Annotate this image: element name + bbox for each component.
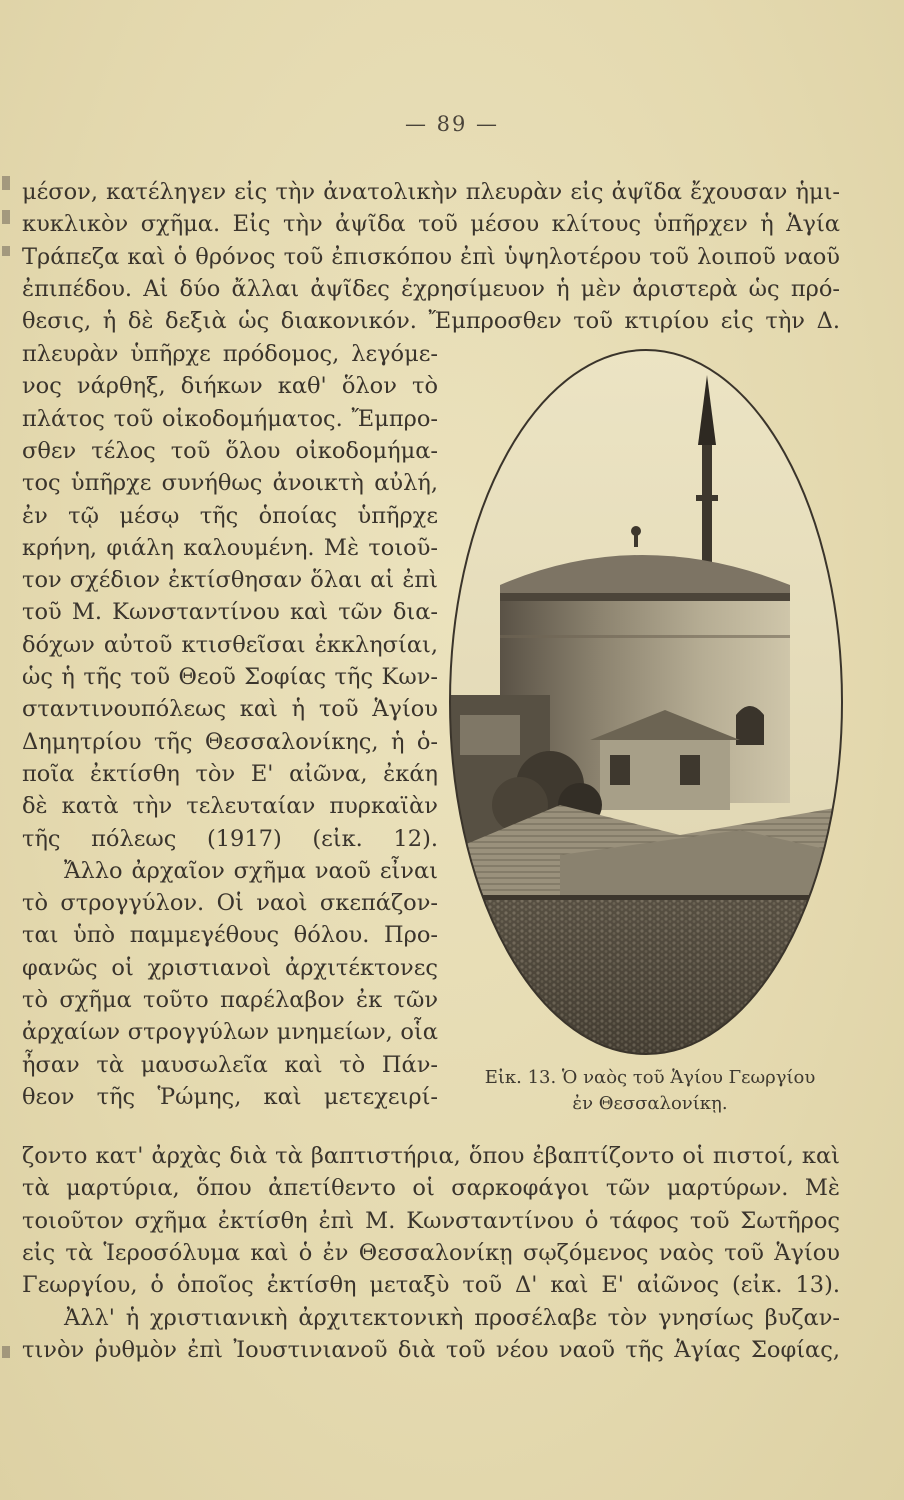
figure-church-photo [440,335,852,1070]
text-line: δόχων αὐτοῦ κτισθεῖσαι ἐκκλησίαι, [22,631,438,658]
text-line: θεον τῆς Ῥώμης, καὶ μετεχειρί- [22,1083,438,1110]
text-line: Δημητρίου τῆς Θεσσαλονίκης, ἡ ὁ- [22,728,438,755]
text-line: κρήνη, φιάλη καλουμένη. Μὲ τοιοῦ- [22,534,438,561]
text-line: τος ὑπῆρχε συνήθως ἀνοικτὴ αὐλή, [22,470,438,497]
figure-caption-line-2: ἐν Θεσσαλονίκῃ. [572,1093,728,1114]
text-line: σταντινουπόλεως καὶ ἡ τοῦ Ἁγίου [22,696,438,723]
page-number: — 89 — [404,112,500,136]
text-line: τὰ μαρτύρια, ὅπου ἀπετίθεντο οἱ σαρκοφάγοι τῶν μαρτύρων. Μὲ [22,1175,840,1202]
text-line: ποῖα ἐκτίσθη τὸν Ε' αἰῶνα, ἐκάη [22,760,438,787]
text-line: ἐπιπέδου. Αἱ δύο ἄλλαι ἀψῖδες ἐχρησίμευον ἡ μὲν ἀριστερὰ ὡς πρό- [22,275,840,302]
text-line: Ἄλλο ἀρχαῖον σχῆμα ναοῦ εἶναι [64,857,438,884]
text-line: τὸ στρογγύλον. Οἱ ναοὶ σκεπάζον- [22,890,438,917]
text-line: Ἀλλ' ἡ χριστιανικὴ ἀρχιτεκτονικὴ προσέλαβε τὸν γνησίως βυζαν- [64,1304,840,1331]
text-line: ται ὑπὸ παμμεγέθους θόλου. Προ- [22,922,438,949]
text-line: τινὸν ῥυθμὸν ἐπὶ Ἰουστινιανοῦ διὰ τοῦ νέου ναοῦ τῆς Ἁγίας Σοφίας, [22,1336,840,1363]
text-line: φανῶς οἱ χριστιανοὶ ἀρχιτέκτονες [22,954,438,981]
margin-mark [2,176,10,190]
text-line: δὲ κατὰ τὴν τελευταίαν πυρκαϊὰν [22,793,438,820]
text-line: τοιοῦτον σχῆμα ἐκτίσθη ἐπὶ Μ. Κωνσταντίνου ὁ τάφος τοῦ Σωτῆρος [22,1207,840,1234]
text-line: ζοντο κατ' ἀρχὰς διὰ τὰ βαπτιστήρια, ὅπου ἐβαπτίζοντο οἱ πιστοί, καὶ [22,1143,840,1169]
text-line: τον σχέδιον ἐκτίσθησαν ὅλαι αἱ ἐπὶ [22,567,438,594]
text-line: πλάτος τοῦ οἰκοδομήματος. Ἔμπρο- [22,405,438,432]
text-line: πλευρὰν ὑπῆρχε πρόδομος, λεγόμε- [22,341,438,367]
text-line: τὸ σχῆμα τοῦτο παρέλαβον ἐκ τῶν [22,987,438,1013]
text-line: ἐν τῷ μέσῳ τῆς ὁποίας ὑπῆρχε [22,502,438,529]
margin-mark [2,210,10,224]
text-line: Γεωργίου, ὁ ὁποῖος ἐκτίσθη μεταξὺ τοῦ Δ' καὶ Ε' αἰῶνος (εἰκ. 13). [22,1272,840,1299]
text-line: Τράπεζα καὶ ὁ θρόνος τοῦ ἐπισκόπου ἐπὶ ὑψηλοτέρου τοῦ λοιποῦ ναοῦ [22,243,840,270]
margin-mark [2,1346,10,1358]
figure-caption-line-1: Εἰκ. 13. Ὁ ναὸς τοῦ Ἁγίου Γεωργίου [484,1067,816,1088]
text-line: ἀρχαίων στρογγύλων μνημείων, οἷα [22,1019,438,1046]
text-line: μέσον, κατέληγεν εἰς τὴν ἀνατολικὴν πλευρὰν εἰς ἀψῖδα ἔχουσαν ἡμι- [22,179,840,205]
text-line: νος νάρθηξ, διήκων καθ' ὅλον τὸ [22,373,438,400]
text-line: τοῦ Μ. Κωνσταντίνου καὶ τῶν δια- [22,599,438,626]
text-line: σθεν τέλος τοῦ ὅλου οἰκοδομήμα- [22,437,438,464]
text-line: τῆς πόλεως (1917) (εἰκ. 12). [22,825,438,852]
church-photo-illustration [440,335,852,1070]
text-line: ὡς ἡ τῆς τοῦ Θεοῦ Σοφίας τῆς Κων- [22,664,438,690]
text-line: ἦσαν τὰ μαυσωλεῖα καὶ τὸ Πάν- [22,1051,438,1078]
text-line: εἰς τὰ Ἱεροσόλυμα καὶ ὁ ἐν Θεσσαλονίκῃ σῳζόμενος ναὸς τοῦ Ἁγίου [22,1239,840,1266]
text-line: κυκλικὸν σχῆμα. Εἰς τὴν ἀψῖδα τοῦ μέσου κλίτους ὑπῆρχεν ἡ Ἁγία [22,211,840,238]
text-line: θεσις, ἡ δὲ δεξιὰ ὡς διακονικόν. Ἔμπροσθεν τοῦ κτιρίου εἰς τὴν Δ. [22,308,840,335]
margin-mark [2,246,10,256]
